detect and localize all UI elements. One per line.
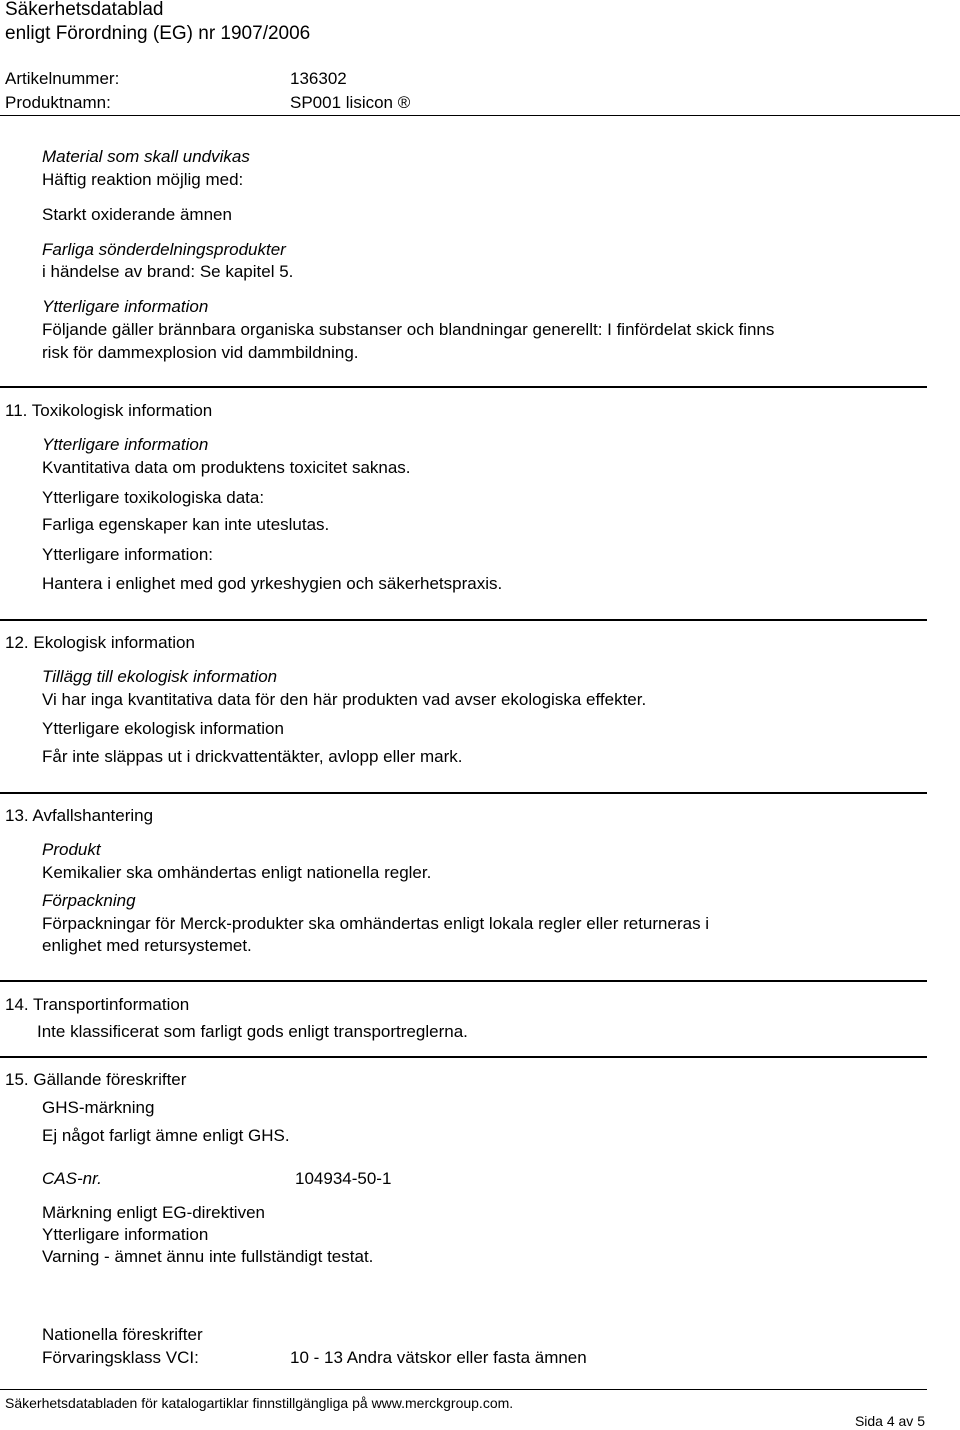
- footer-divider: [0, 1389, 927, 1390]
- sec11-info-text: Hantera i enlighet med god yrkeshygien och säkerhetspraxis.: [42, 574, 503, 593]
- sec14-text: Inte klassificerat som farligt gods enligt transportreglerna.: [37, 1022, 468, 1041]
- eg-text: Varning - ämnet ännu inte fullständigt testat.: [42, 1247, 374, 1266]
- sec13-product-heading: Produkt: [42, 840, 101, 859]
- sec11-tox-heading: Ytterligare toxikologiska data:: [42, 488, 265, 507]
- decomposition-heading: Farliga sönderdelningsprodukter: [42, 240, 286, 259]
- sec12-add-text: Vi har inga kvantitativa data för den här produkten vad avser ekologiska effekter.: [42, 690, 647, 709]
- ghs-text: Ej något farligt ämne enligt GHS.: [42, 1126, 290, 1145]
- national-heading: Nationella föreskrifter: [42, 1325, 203, 1344]
- product-name-value: SP001 lisicon ®: [290, 93, 411, 112]
- section-15-title: 15. Gällande föreskrifter: [5, 1070, 187, 1089]
- footer-note: Säkerhetsdatabladen för katalogartiklar finnstillgängliga på www.merckgroup.com.: [5, 1395, 514, 1411]
- section-divider: [0, 386, 927, 388]
- header-divider: [0, 115, 960, 116]
- regulation-reference: enligt Förordning (EG) nr 1907/2006: [5, 23, 311, 44]
- page-number: Sida 4 av 5: [854, 1413, 925, 1429]
- materials-to-avoid-heading: Material som skall undvikas: [42, 147, 250, 166]
- product-name-label: Produktnamn:: [5, 93, 111, 112]
- sec10-further-text1: Följande gäller brännbara organiska substanser och blandningar generellt: I finfördelat skick finns: [42, 320, 775, 339]
- section-14-title: 14. Transportinformation: [5, 995, 190, 1014]
- sec11-further-text: Kvantitativa data om produktens toxicitet saknas.: [42, 458, 411, 477]
- section-divider: [0, 1056, 927, 1058]
- eg-heading: Märkning enligt EG-direktiven: [42, 1203, 265, 1222]
- section-13-title: 13. Avfallshantering: [5, 806, 154, 825]
- section-divider: [0, 792, 927, 794]
- cas-value: 104934-50-1: [295, 1169, 392, 1188]
- materials-to-avoid-line1: Häftig reaktion möjlig med:: [42, 170, 244, 189]
- section-divider: [0, 619, 927, 621]
- sec12-eco-text: Får inte släppas ut i drickvattentäkter, avlopp eller mark.: [42, 747, 463, 766]
- section-11-title: 11. Toxikologisk information: [5, 401, 213, 420]
- section-12-title: 12. Ekologisk information: [5, 633, 195, 652]
- article-number-label: Artikelnummer:: [5, 69, 120, 88]
- sec12-eco-heading: Ytterligare ekologisk information: [42, 719, 284, 738]
- article-number-value: 136302: [290, 69, 347, 88]
- sec13-packaging-text1: Förpackningar för Merck-produkter ska omhändertas enligt lokala regler eller returneras i: [42, 914, 710, 933]
- sec13-packaging-text2: enlighet med retursystemet.: [42, 936, 252, 955]
- sec11-further-heading: Ytterligare information: [42, 435, 209, 454]
- sec10-further-heading: Ytterligare information: [42, 297, 209, 316]
- sec12-add-heading: Tillägg till ekologisk information: [42, 667, 278, 686]
- sec11-tox-text: Farliga egenskaper kan inte uteslutas.: [42, 515, 330, 534]
- decomposition-text: i händelse av brand: Se kapitel 5.: [42, 262, 294, 281]
- sec10-further-text2: risk för dammexplosion vid dammbildning.: [42, 343, 359, 362]
- sec11-info-heading: Ytterligare information:: [42, 545, 214, 564]
- materials-to-avoid-line2: Starkt oxiderande ämnen: [42, 205, 232, 224]
- sec13-packaging-heading: Förpackning: [42, 891, 136, 910]
- section-divider: [0, 980, 927, 982]
- storage-class-value: 10 - 13 Andra vätskor eller fasta ämnen: [290, 1348, 587, 1367]
- eg-subheading: Ytterligare information: [42, 1225, 209, 1244]
- document-title: Säkerhetsdatablad: [5, 0, 164, 20]
- sec13-product-text: Kemikalier ska omhändertas enligt nationella regler.: [42, 863, 432, 882]
- ghs-heading: GHS-märkning: [42, 1098, 155, 1117]
- cas-label: CAS-nr.: [42, 1169, 102, 1188]
- storage-class-label: Förvaringsklass VCI:: [42, 1348, 199, 1367]
